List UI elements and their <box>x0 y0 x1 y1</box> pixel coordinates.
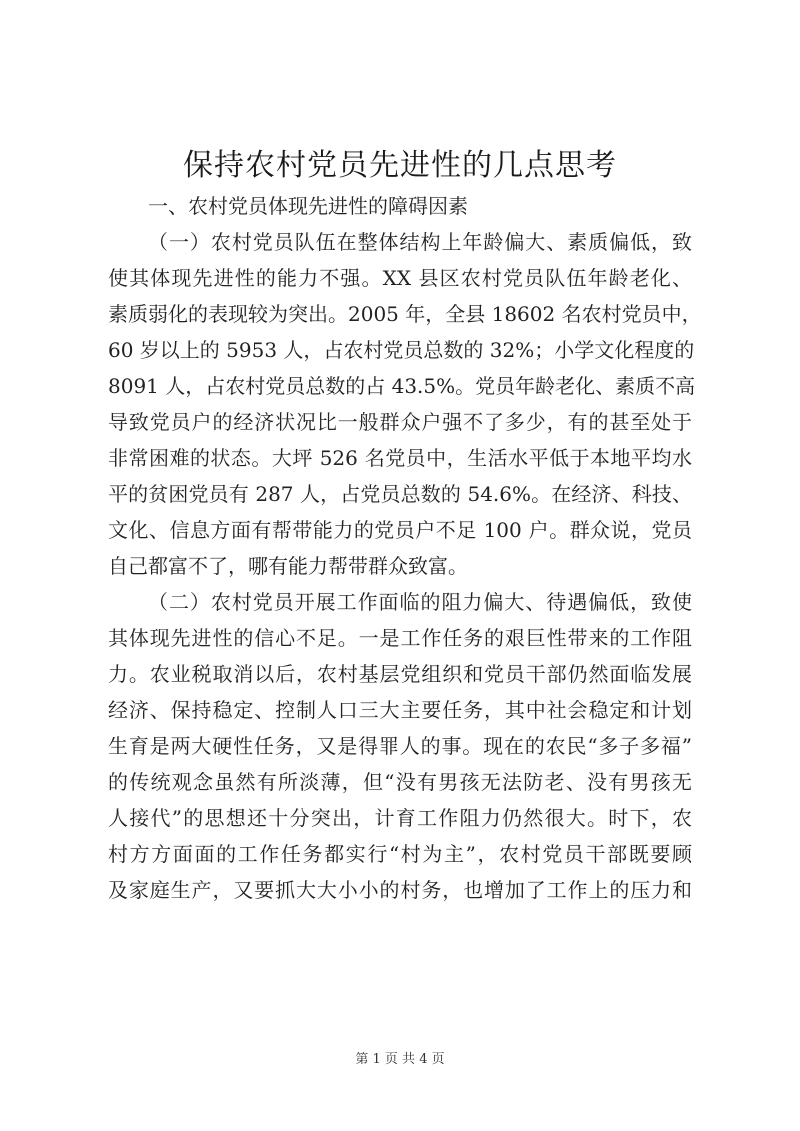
text-line: 人接代”的思想还十分突出，计育工作阻力仍然很大。时下，农 <box>108 806 692 830</box>
text-line: 文化、信息方面有帮带能力的党员户不足 100 户。群众说，党员 <box>108 518 692 542</box>
text-line: 非常困难的状态。大坪 526 名党员中，生活水平低于本地平均水 <box>108 446 692 470</box>
text-line: 经济、保持稳定、控制人口三大主要任务，其中社会稳定和计划 <box>108 698 692 722</box>
text-line: 生育是两大硬性任务，又是得罪人的事。现在的农民“多子多福” <box>108 734 692 758</box>
text-line: 素质弱化的表现较为突出。2005 年，全县 18602 名农村党员中， <box>108 302 702 326</box>
text-line: 力。农业税取消以后，农村基层党组织和党员干部仍然面临发展 <box>108 662 692 686</box>
text-line: 及家庭生产，又要抓大大小小的村务，也增加了工作上的压力和 <box>108 878 692 902</box>
text-line: 8091 人，占农村党员总数的占 43.5%。党员年龄老化、素质不高 <box>108 374 696 398</box>
text-line: （一）农村党员队伍在整体结构上年龄偏大、素质偏低，致 <box>148 230 692 254</box>
text-line: 平的贫困党员有 287 人，占党员总数的 54.6%。在经济、科技、 <box>108 482 692 506</box>
text-line: 其体现先进性的信心不足。一是工作任务的艰巨性带来的工作阻 <box>108 626 692 650</box>
text-line: 60 岁以上的 5953 人，占农村党员总数的 32%；小学文化程度的 <box>108 338 695 362</box>
text-line: 的传统观念虽然有所淡薄，但“没有男孩无法防老、没有男孩无 <box>108 770 692 794</box>
document-title: 保持农村党员先进性的几点思考 <box>183 148 617 183</box>
document-body <box>108 188 702 908</box>
text-line: 村方方面面的工作任务都实行“村为主”，农村党员干部既要顾 <box>108 842 692 866</box>
text-line: （二）农村党员开展工作面临的阻力偏大、待遇偏低，致使 <box>148 590 692 614</box>
page-footer: 第 1 页 共 4 页 <box>355 1052 445 1067</box>
text-line: 自己都富不了，哪有能力帮带群众致富。 <box>108 554 468 578</box>
text-line: 导致党员户的经济状况比一般群众户强不了多少，有的甚至处于 <box>108 410 692 434</box>
section-heading: 一、农村党员体现先进性的障碍因素 <box>148 194 468 218</box>
text-line: 使其体现先进性的能力不强。XX 县区农村党员队伍年龄老化、 <box>108 266 692 290</box>
